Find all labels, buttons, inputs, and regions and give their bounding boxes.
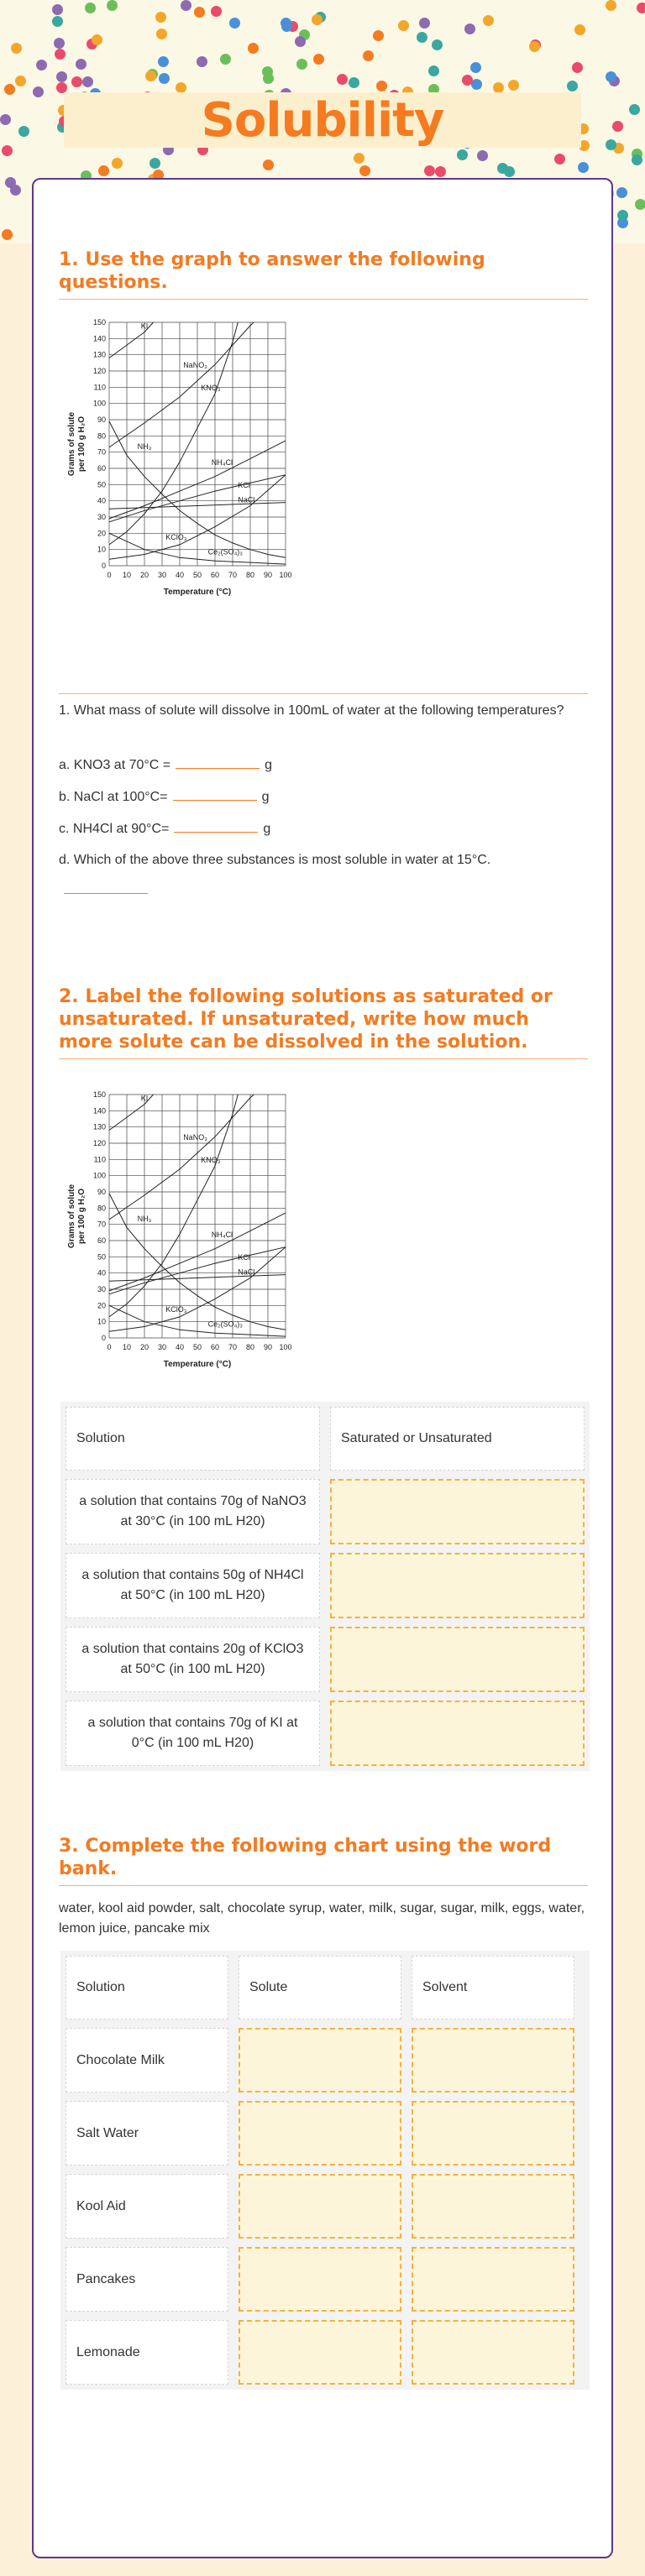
q3-title: 3. Complete the following chart using the word bank. [59, 1835, 588, 1886]
table-row [66, 2247, 585, 2312]
y-tick-label: 150 [92, 318, 106, 327]
y-tick-label: 80 [97, 1204, 106, 1213]
y-tick-label: 60 [97, 1236, 106, 1245]
confetti-dot [572, 62, 583, 73]
q3-solvent-field[interactable] [412, 2101, 574, 2166]
page-title: Solubility [201, 92, 444, 148]
x-axis-label: Temperature (°C) [163, 1360, 232, 1369]
q1-item-c-blank[interactable] [174, 818, 258, 833]
confetti-dot [428, 65, 439, 76]
x-axis-label: Temperature (°C) [163, 588, 232, 597]
q2-header-row [66, 1407, 585, 1471]
confetti-dot [76, 59, 87, 70]
q3-solute-field[interactable] [239, 2101, 401, 2166]
confetti-dot [376, 81, 387, 91]
confetti-dot [248, 43, 259, 54]
x-tick-label: 60 [210, 571, 220, 579]
x-tick-label: 90 [263, 571, 273, 579]
q2-answer-field[interactable] [330, 1553, 585, 1618]
solubility-graph-1 [59, 314, 294, 599]
q3-row-solution: Salt Water [66, 2101, 228, 2166]
q3-header-row [66, 1956, 585, 2020]
y-tick-label: 20 [97, 1301, 106, 1310]
q3-table [60, 1951, 590, 2390]
confetti-dot [71, 76, 82, 87]
confetti-dot [4, 84, 15, 95]
confetti-dot [612, 121, 623, 132]
q2-table [60, 1402, 590, 1771]
curve-label: Ce₂(SO₄)₃ [207, 547, 243, 556]
q2-row-solution: a solution that contains 20g of KClO3 at 50°C (in 100 mL H20) [66, 1627, 320, 1692]
q1-item-a-unit: g [265, 758, 273, 772]
confetti-dot [145, 71, 156, 81]
confetti-dot [554, 154, 565, 165]
curve-label: NaNO₃ [183, 361, 207, 370]
solubility-graph-2 [59, 1086, 294, 1372]
confetti-dot [263, 73, 274, 84]
curve-label: KI [140, 1094, 149, 1103]
confetti-dot [263, 159, 274, 170]
confetti-dot [337, 74, 348, 85]
q3-solute-field[interactable] [239, 2247, 401, 2312]
confetti-dot [155, 12, 166, 23]
q3-solvent-field[interactable] [412, 2174, 574, 2239]
q3-header-solute: Solute [239, 1956, 401, 2020]
curve-label: NH₄Cl [211, 458, 233, 468]
y-tick-label: 0 [101, 1334, 106, 1342]
q3-word-bank: water, kool aid powder, salt, chocolate syrup, water, milk, sugar, sugar, milk, eggs, water, lemon juice, pancake mix [59, 1901, 585, 1936]
table-row [66, 1479, 585, 1544]
q1-item-c-label: c. NH4Cl at 90°C= [59, 822, 170, 836]
table-row [66, 2320, 585, 2385]
confetti-dot [98, 165, 109, 176]
q2-row-solution: a solution that contains 70g of KI at 0°C (in 100 mL H20) [66, 1701, 320, 1766]
confetti-dot [483, 15, 494, 26]
q2-answer-field[interactable] [330, 1479, 585, 1544]
x-tick-label: 100 [279, 571, 292, 579]
divider [59, 693, 588, 694]
confetti-dot [363, 50, 374, 61]
curve-label: KNO₃ [201, 1156, 221, 1165]
confetti-dot [508, 80, 519, 91]
confetti-dot [156, 29, 167, 39]
confetti-dot [296, 59, 307, 70]
curve-label: NH₃ [137, 1214, 152, 1223]
y-tick-label: 150 [92, 1090, 106, 1099]
x-tick-label: 40 [175, 1343, 185, 1351]
y-tick-label: 50 [97, 1252, 106, 1262]
x-tick-label: 30 [157, 1343, 167, 1351]
q1-prompt: 1. What mass of solute will dissolve in 100mL of water at the following temperatures? [59, 703, 564, 718]
confetti-dot [82, 76, 93, 87]
confetti-dot [158, 56, 169, 67]
curve-label: KCl [238, 481, 250, 490]
q2-header-solution: Solution [66, 1407, 320, 1471]
x-tick-label: 70 [228, 1343, 238, 1351]
y-tick-label: 100 [92, 399, 106, 408]
curve-label: NaCl [238, 1267, 255, 1277]
confetti-dot [295, 36, 306, 47]
confetti-dot [197, 56, 207, 67]
curve-label: KNO₃ [201, 384, 221, 393]
y-axis-label-line1: Grams of solute [67, 1183, 76, 1249]
confetti-dot [2, 145, 13, 156]
x-tick-label: 0 [107, 1343, 112, 1351]
y-axis-label-line2: per 100 g H₂O [77, 415, 87, 473]
curve-label: Ce₂(SO₄)₃ [207, 1319, 243, 1329]
y-tick-label: 40 [97, 496, 106, 505]
confetti-dot [359, 165, 370, 176]
y-tick-label: 90 [97, 1188, 106, 1196]
curve-label: KClO₃ [165, 1305, 187, 1314]
confetti-dot [56, 71, 67, 82]
q3-solvent-field[interactable] [412, 2247, 574, 2312]
y-tick-label: 50 [97, 480, 106, 489]
q1-item-a-blank[interactable] [176, 754, 260, 769]
confetti-dot [211, 6, 222, 17]
y-tick-label: 30 [97, 513, 106, 521]
y-tick-label: 70 [97, 1220, 106, 1229]
q2-answer-field[interactable] [330, 1701, 585, 1766]
table-row [66, 1701, 585, 1766]
q1-item-a-label: a. KNO3 at 70°C = [59, 758, 171, 772]
x-tick-label: 50 [192, 571, 202, 579]
y-tick-label: 110 [93, 1155, 106, 1164]
solubility-curve [109, 1095, 254, 1220]
confetti-dot [0, 114, 11, 125]
q3-solvent-field[interactable] [412, 2028, 574, 2093]
y-tick-label: 140 [92, 1106, 106, 1116]
y-axis-label-line2: per 100 g H₂O [77, 1188, 87, 1245]
x-tick-label: 80 [245, 1343, 255, 1351]
title-banner [64, 92, 581, 148]
table-row [66, 2028, 585, 2093]
confetti-dot [18, 126, 29, 137]
q3-solute-field[interactable] [239, 2028, 401, 2093]
curve-label: NaNO₃ [183, 1133, 207, 1142]
confetti-dot [181, 0, 191, 11]
confetti-dot [529, 41, 540, 52]
confetti-dot [85, 3, 96, 13]
y-tick-label: 100 [92, 1171, 106, 1180]
y-axis-label-line1: Grams of solute [67, 411, 76, 477]
confetti-dot [578, 162, 589, 173]
confetti-dot [10, 185, 21, 196]
y-tick-label: 90 [97, 415, 106, 424]
confetti-dot [2, 229, 13, 240]
q3-header-solution: Solution [66, 1956, 228, 2020]
q1-item-d-blank[interactable] [64, 893, 148, 894]
confetti-dot [52, 16, 63, 27]
y-tick-label: 30 [97, 1285, 106, 1293]
q1-title: 1. Use the graph to answer the following questions. [59, 248, 588, 300]
y-tick-label: 0 [101, 562, 106, 570]
y-tick-label: 130 [92, 350, 106, 359]
curve-label: NaCl [238, 495, 255, 504]
confetti-dot [33, 86, 44, 97]
x-tick-label: 80 [245, 571, 255, 579]
confetti-dot [349, 77, 359, 88]
x-tick-label: 10 [122, 571, 132, 579]
curve-label: KClO₃ [165, 533, 187, 542]
x-tick-label: 70 [228, 571, 238, 579]
x-tick-label: 100 [279, 1343, 292, 1351]
confetti-dot [635, 199, 645, 210]
confetti-dot [477, 150, 488, 161]
confetti-dot [457, 149, 468, 160]
q2-answer-field[interactable] [330, 1627, 585, 1692]
confetti-dot [11, 43, 22, 54]
q3-row-solution: Chocolate Milk [66, 2028, 228, 2093]
confetti-dot [417, 32, 427, 43]
x-tick-label: 50 [192, 1343, 202, 1351]
y-tick-label: 120 [92, 1139, 106, 1147]
confetti-dot [112, 158, 123, 169]
confetti-dot [419, 18, 430, 29]
confetti-dot [354, 153, 364, 164]
confetti-dot [229, 18, 240, 29]
q1-item-b-unit: g [261, 790, 270, 804]
x-tick-label: 30 [157, 571, 167, 579]
q2-row-solution: a solution that contains 70g of NaNO3 at 30°C (in 100 mL H20) [66, 1479, 320, 1544]
confetti-dot [435, 166, 446, 177]
confetti-dot [606, 139, 616, 150]
curve-label: KI [140, 321, 149, 331]
q1-item-a [59, 754, 596, 776]
confetti-dot [606, 71, 616, 82]
confetti-dot [107, 0, 118, 11]
table-row [66, 1553, 585, 1618]
confetti-dot [464, 24, 475, 34]
confetti-dot [470, 62, 481, 73]
q3-solvent-field[interactable] [412, 2320, 574, 2385]
confetti-dot [617, 210, 628, 221]
y-tick-label: 60 [97, 464, 106, 473]
confetti-dot [373, 30, 384, 41]
curve-label: NH₃ [137, 442, 152, 451]
confetti-dot [629, 104, 640, 115]
table-row [66, 2101, 585, 2166]
y-tick-label: 70 [97, 447, 106, 457]
q3-solute-field[interactable] [239, 2320, 401, 2385]
curve-label: NH₄Cl [211, 1231, 233, 1240]
y-tick-label: 40 [97, 1268, 106, 1278]
q1-item-c-unit: g [263, 822, 271, 836]
x-tick-label: 20 [139, 571, 149, 579]
confetti-dot [574, 24, 585, 35]
confetti-dot [220, 54, 231, 65]
confetti-dot [149, 158, 160, 169]
y-tick-label: 10 [97, 545, 106, 554]
confetti-dot [194, 7, 205, 18]
q3-row-solution: Lemonade [66, 2320, 228, 2385]
q1-item-b [59, 786, 596, 808]
confetti-dot [424, 165, 435, 176]
confetti-dot [616, 187, 627, 198]
confetti-dot [92, 34, 102, 45]
y-tick-label: 110 [93, 383, 106, 392]
confetti-dot [313, 54, 324, 65]
confetti-dot [281, 18, 291, 29]
confetti-dot [398, 20, 409, 31]
confetti-dot [567, 81, 578, 91]
table-row [66, 2174, 585, 2239]
q1-item-b-blank[interactable] [173, 786, 257, 801]
confetti-dot [159, 73, 170, 84]
confetti-dot [432, 39, 443, 50]
q2-row-solution: a solution that contains 50g of NH4Cl at 50°C (in 100 mL H20) [66, 1553, 320, 1618]
table-row [66, 1627, 585, 1692]
worksheet [32, 178, 613, 2558]
confetti-dot [462, 75, 473, 86]
y-tick-label: 130 [92, 1122, 106, 1131]
confetti-dot [632, 154, 642, 165]
q2-header-saturated: Saturated or Unsaturated [330, 1407, 585, 1471]
q3-row-solution: Pancakes [66, 2247, 228, 2312]
x-tick-label: 0 [107, 571, 112, 579]
q1-item-d: d. Which of the above three substances is most soluble in water at 15°C. [59, 853, 491, 867]
x-tick-label: 90 [263, 1343, 273, 1351]
q2-title: 2. Label the following solutions as saturated or unsaturated. If unsaturated, write how much more solute can be dissolved in the solution. [59, 985, 588, 1059]
confetti-dot [15, 76, 26, 86]
curve-label: KCl [238, 1253, 250, 1262]
y-tick-label: 120 [92, 367, 106, 375]
confetti-dot [606, 0, 616, 11]
confetti-dot [312, 14, 322, 25]
confetti-dot [36, 60, 47, 71]
confetti-dot [52, 4, 63, 15]
confetti-dot [637, 3, 645, 13]
q3-row-solution: Kool Aid [66, 2174, 228, 2239]
confetti-dot [55, 49, 66, 60]
y-tick-label: 10 [97, 1317, 106, 1326]
y-tick-label: 20 [97, 529, 106, 538]
solubility-curve [109, 322, 254, 447]
x-tick-label: 20 [139, 1343, 149, 1351]
q1-item-c [59, 818, 596, 840]
confetti-dot [497, 163, 508, 174]
x-tick-label: 40 [175, 571, 185, 579]
q1-item-b-label: b. NaCl at 100°C= [59, 790, 168, 804]
q3-header-solvent: Solvent [412, 1956, 574, 2020]
x-tick-label: 60 [210, 1343, 220, 1351]
x-tick-label: 10 [122, 1343, 132, 1351]
y-tick-label: 140 [92, 334, 106, 343]
q3-solute-field[interactable] [239, 2174, 401, 2239]
y-tick-label: 80 [97, 431, 106, 441]
confetti-dot [54, 38, 65, 49]
